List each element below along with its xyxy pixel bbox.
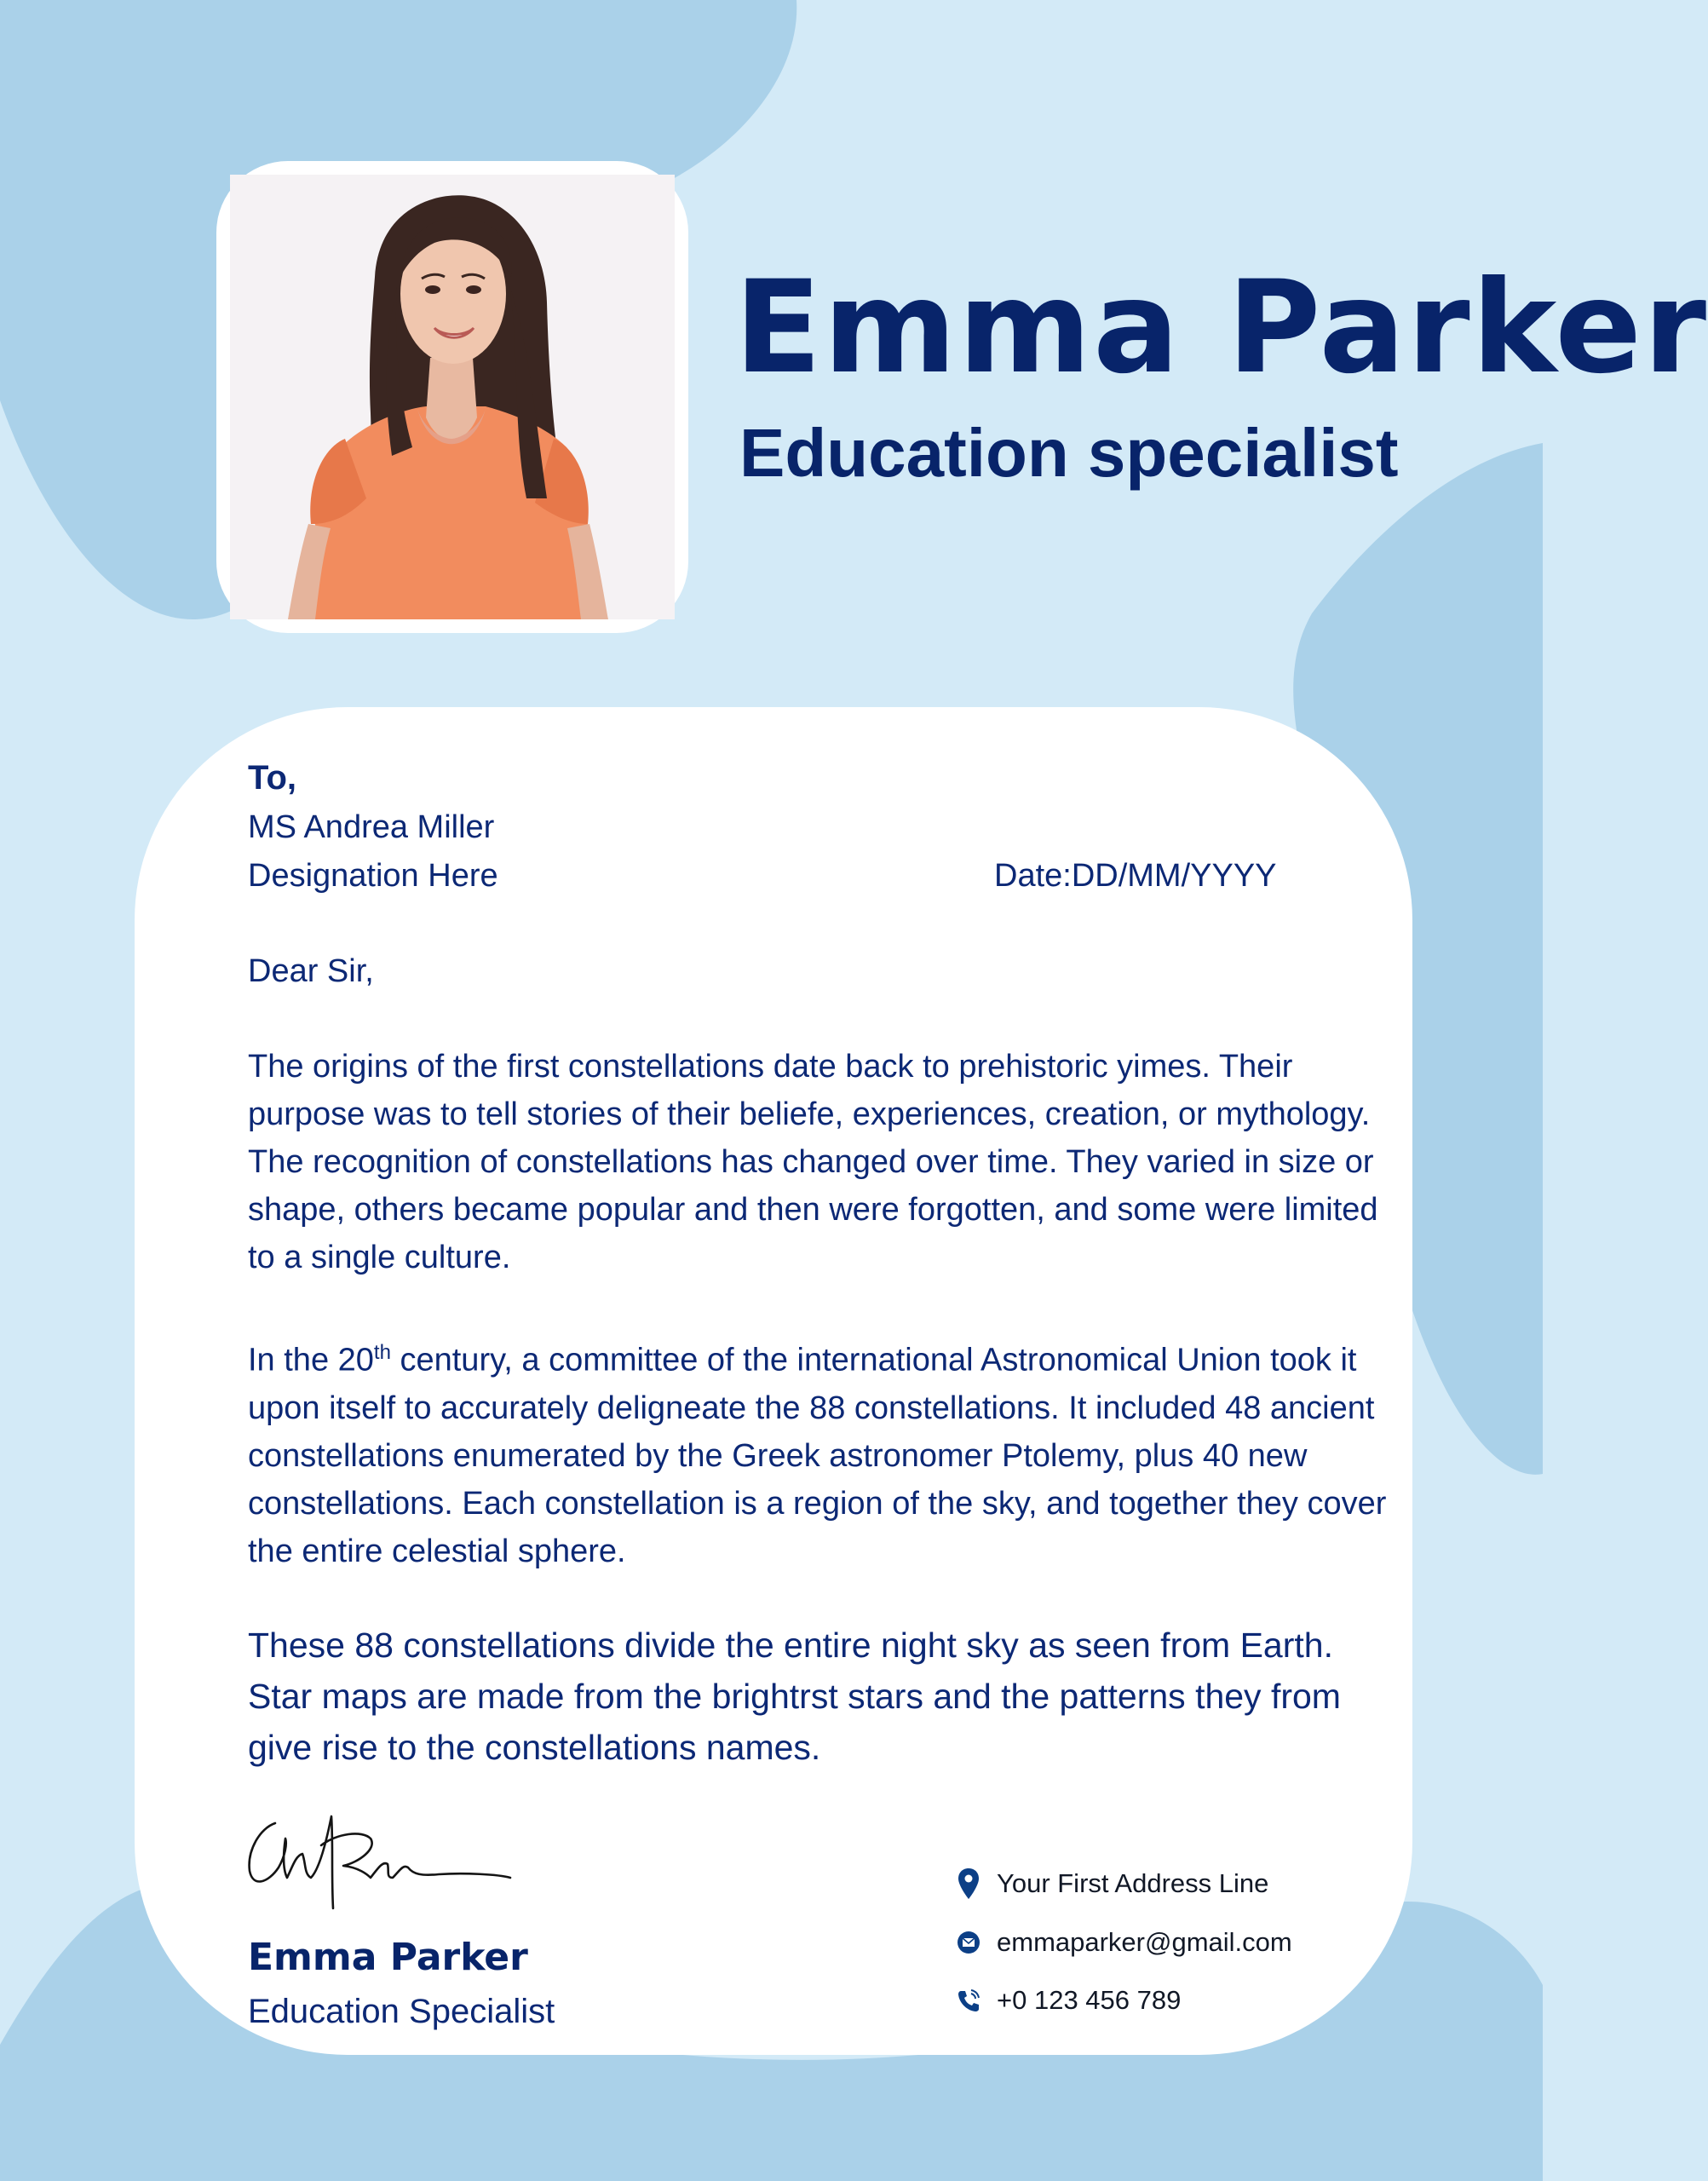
email-icon — [954, 1925, 983, 1959]
photo-frame — [216, 161, 688, 633]
contact-phone[interactable] — [954, 1979, 1181, 2022]
letter-date: Date:DD/MM/YYYY — [994, 858, 1277, 894]
portrait-illustration — [230, 175, 675, 619]
location-pin-icon — [954, 1867, 983, 1901]
paragraph-3: These 88 constellations divide the entire night sky as seen from Earth. Star maps are made from the brightrst stars and the patterns they from give rise to the constellations names. — [248, 1626, 1341, 1767]
recipient-name: MS Andrea Miller — [248, 809, 495, 845]
salutation: Dear Sir, — [248, 953, 374, 989]
contact-address — [954, 1862, 1268, 1905]
phone-text[interactable]: +0 123 456 789 — [997, 1985, 1182, 2015]
paragraph-2-rest: century, a committee of the international Astronomical Union took it upon itself to accurately deligneate the 88 constellations. It included 48 ancient constellations enumerated by the Greek astronomer Ptolemy, plus 40 new constellations. Each constellation is a region of the sky, and together they cover the entire celestial sphere. — [248, 1342, 1387, 1569]
paragraph-2-superscript: th — [373, 1341, 391, 1364]
contact-email[interactable] — [954, 1921, 1292, 1964]
paragraph-2-start: In the 20 — [248, 1342, 374, 1378]
email-text[interactable]: emmaparker@gmail.com — [997, 1927, 1292, 1957]
paragraph-1: The origins of the first constellations date back to prehistoric yimes. Their purpose was to tell stories of their beliefe, experiences, creation, or mythology. The recognition of constellations has changed over time. They varied in size or shape, others became popular and then were forgotten, and some were limited to a single culture. — [248, 1049, 1378, 1275]
paragraph-2 — [248, 1329, 1389, 1575]
header-role: Education specialist — [739, 415, 1399, 491]
handwritten-signature — [243, 1799, 515, 1919]
portrait-photo — [230, 175, 675, 619]
to-label: To, — [248, 759, 297, 797]
header-name: Emma Parker — [734, 254, 1708, 402]
recipient-designation: Designation Here — [248, 858, 498, 894]
footer-name: Emma Parker — [248, 1936, 528, 1979]
phone-icon — [954, 1983, 983, 2017]
address-text: Your First Address Line — [997, 1868, 1269, 1898]
footer-role: Education Specialist — [248, 1993, 555, 2030]
